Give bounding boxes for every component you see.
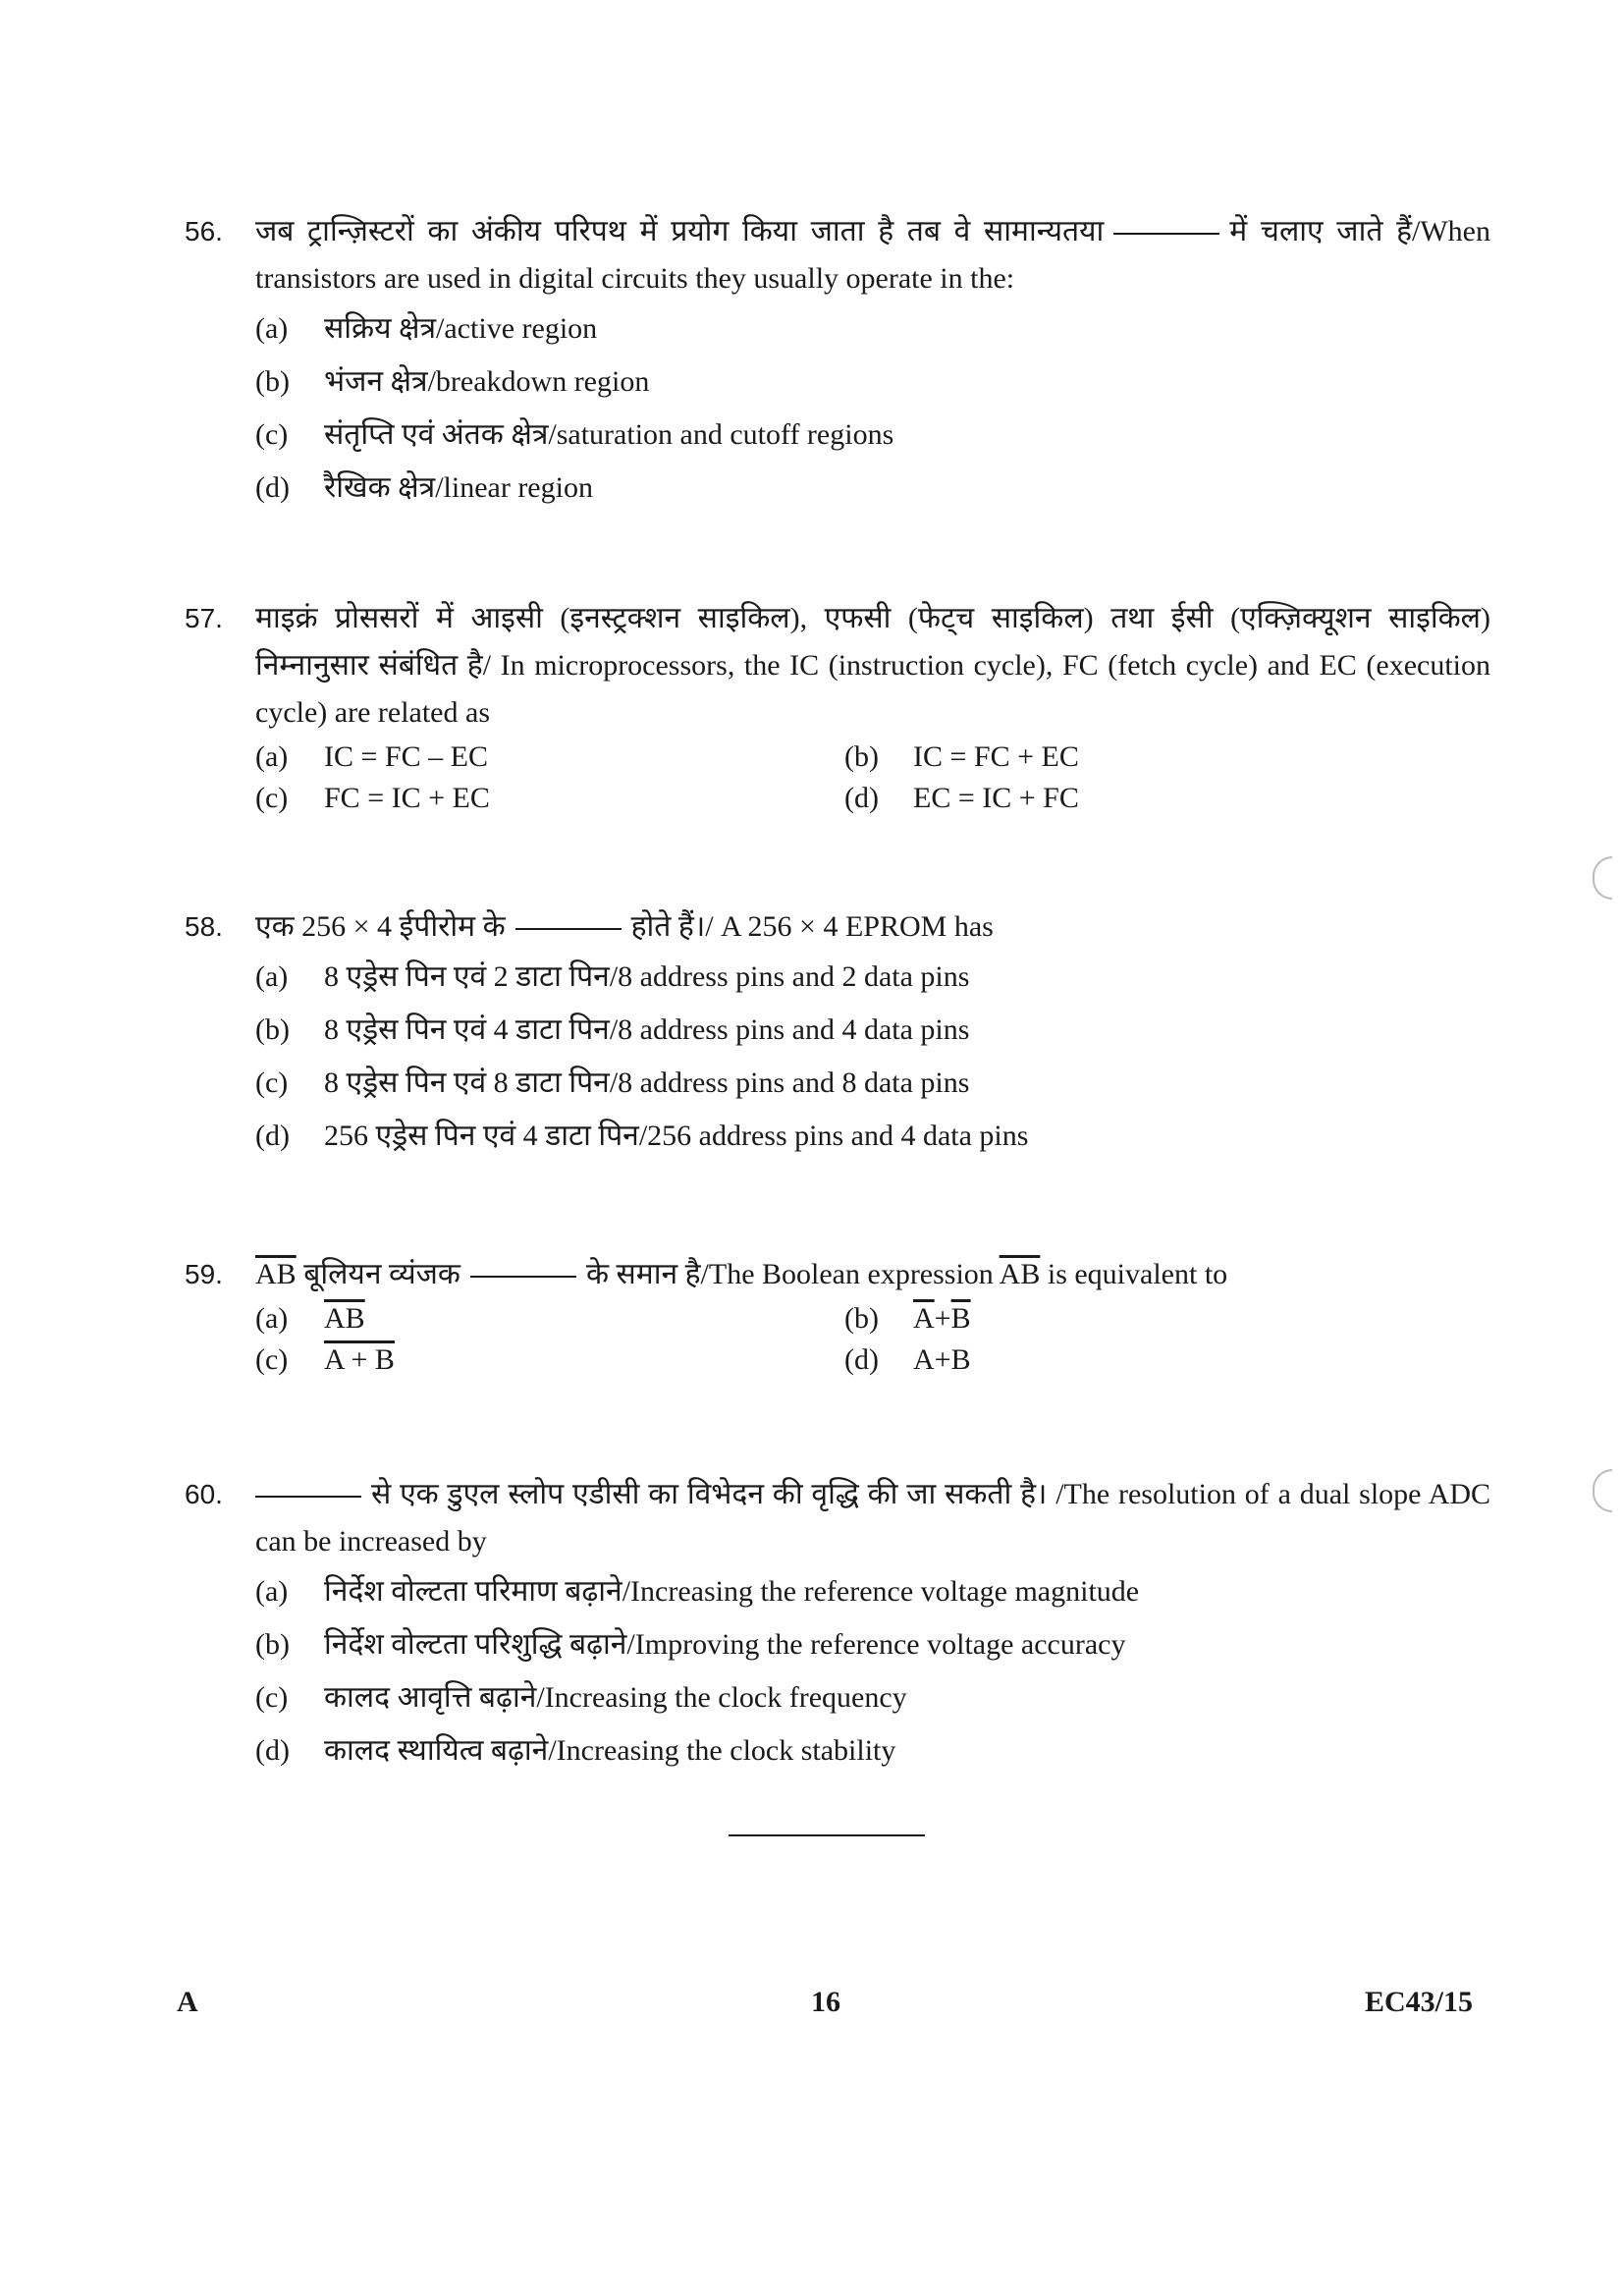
question-text: $\overline{AB}$ बूलियन व्यंजक के समान है/The Boolean expression $\overline{AB}$ is equivalent to [255, 1258, 1228, 1290]
option-d: (d) 256 एड्रेस पिन एवं 4 डाटा पिन/256 address pins and 4 data pins [255, 1120, 1029, 1152]
question-60 [185, 1471, 1490, 1777]
question-text: एक 256 × 4 ईपीरोम के होते हैं।/ A 256 × 4 EPROM has [255, 910, 994, 943]
question-number: 56. [185, 216, 223, 246]
option-d: (d) EC = IC + FC [844, 782, 1079, 814]
answer-blank [1113, 233, 1219, 235]
option-a: (a) सक्रिय क्षेत्र/active region [255, 312, 598, 345]
option-b: (b) IC = FC + EC [844, 740, 1079, 773]
option-c: (c) FC = IC + EC [255, 782, 490, 814]
option-b: (b) निर्देश वोल्टता परिशुद्धि बढ़ाने/Improving the reference voltage accuracy [255, 1628, 1126, 1661]
binding-hole-mark [1593, 1469, 1612, 1512]
option-a: (a) निर्देश वोल्टता परिमाण बढ़ाने/Increasing the reference voltage magnitude [255, 1575, 1140, 1608]
option-d: (d) रैखिक क्षेत्र/linear region [255, 471, 593, 504]
answer-blank [255, 1496, 361, 1498]
option-b: (b) भंजन क्षेत्र/breakdown region [255, 365, 650, 398]
options-list [255, 1565, 1490, 1777]
options-grid [255, 737, 1490, 819]
boolean-expression: $\overline{AB}$ [255, 1258, 297, 1290]
options-list [255, 302, 1490, 515]
option-c: (c) कालद आवृत्ति बढ़ाने/Increasing the clock frequency [255, 1681, 907, 1714]
option-c: (c) A + B [255, 1343, 395, 1376]
option-a: (a) IC = FC – EC [255, 740, 488, 773]
question-text: माइक्रं प्रोससरों में आइसी (इनस्ट्रक्शन साइकिल), एफसी (फेट्च साइकिल) तथा ईसी (एक्ज़िक्यूशन साइकिल) निम्नानुसार संबंधित है/ In microprocessors, the IC (instruction cycle), FC (fetch cycle) and EC (execution cycle) are related as [255, 602, 1490, 729]
question-number: 59. [185, 1259, 223, 1289]
question-57 [185, 595, 1490, 819]
boolean-expression: $\overline{AB}$ [999, 1258, 1041, 1290]
question-text: से एक डुएल स्लोप एडीसी का विभेदन की वृद्धि की जा सकती है। /The resolution of a dual slope ADC can be increased by [255, 1478, 1490, 1558]
footer-page-number: 16 [811, 1986, 840, 2018]
question-text: जब ट्रान्ज़िस्टरों का अंकीय परिपथ में प्रयोग किया जाता है तब वे सामान्यतया में चलाए जाते हैं/When transistors are used in digital circuits they usually operate in the: [255, 215, 1490, 295]
answer-blank [470, 1276, 576, 1278]
options-grid [255, 1298, 1490, 1381]
option-b: (b) 8 एड्रेस पिन एवं 4 डाटा पिन/8 address pins and 4 data pins [255, 1013, 970, 1046]
question-56 [185, 208, 1490, 515]
end-divider [729, 1834, 925, 1836]
option-c: (c) संतृप्ति एवं अंतक क्षेत्र/saturation and cutoff regions [255, 418, 894, 451]
question-58 [185, 903, 1490, 1163]
question-number: 58. [185, 911, 223, 942]
option-c: (c) 8 एड्रेस पिन एवं 8 डाटा पिन/8 address pins and 8 data pins [255, 1066, 970, 1099]
binding-hole-mark [1593, 856, 1612, 900]
option-b: (b) $\overline{A}+\overline{B}$ [844, 1302, 971, 1335]
answer-blank [515, 928, 622, 930]
option-d: (d) कालद स्थायित्व बढ़ाने/Increasing the clock stability [255, 1734, 896, 1767]
option-a: (a) 8 एड्रेस पिन एवं 2 डाटा पिन/8 address pins and 2 data pins [255, 960, 970, 993]
footer-paper-code: EC43/15 [1365, 1986, 1474, 2018]
question-number: 57. [185, 603, 223, 633]
footer-series: A [177, 1986, 198, 2018]
question-59 [185, 1251, 1490, 1381]
question-number: 60. [185, 1479, 223, 1509]
option-d: (d) A+B [844, 1343, 971, 1376]
options-list [255, 951, 1490, 1163]
option-a: (a) $\overline{AB}$ [255, 1302, 365, 1335]
